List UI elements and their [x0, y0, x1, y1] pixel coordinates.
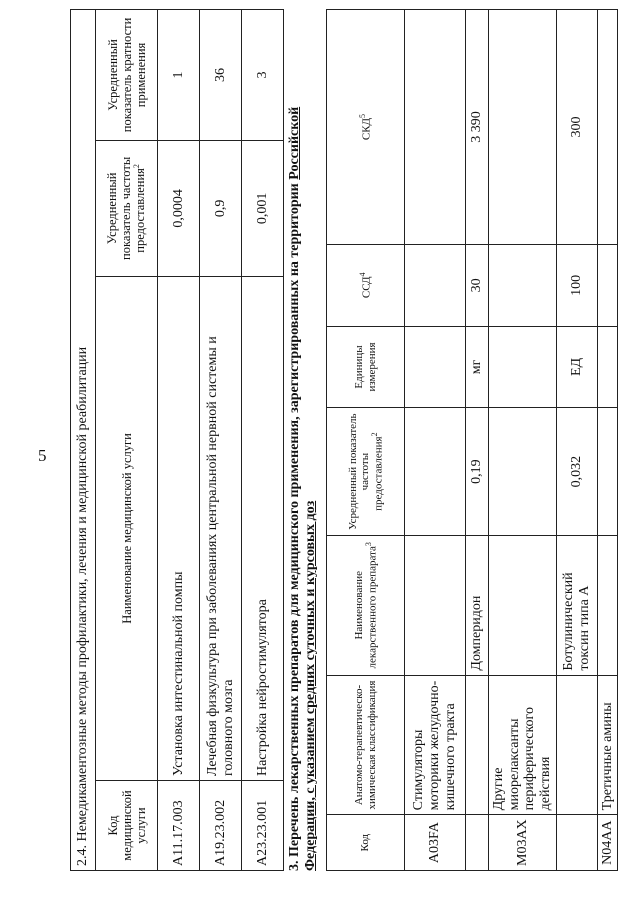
table-row [597, 10, 618, 871]
drug-skd [489, 10, 557, 245]
service-name: Настройка нейростимулятора [242, 276, 284, 780]
service-code: A11.17.003 [158, 781, 200, 871]
drug-unit [405, 326, 466, 408]
header-unit: Единицы измерения [327, 326, 405, 408]
table-row [158, 10, 200, 871]
header-service-name: Наименование медицинской услуги [96, 276, 158, 780]
drug-code [556, 815, 597, 871]
service-code: A19.23.002 [200, 781, 242, 871]
drug-atc: Другие миорелаксанты периферического действия [489, 675, 557, 815]
non-drug-methods-table [70, 9, 284, 871]
drug-code [466, 815, 489, 871]
drug-frequency [405, 408, 466, 536]
drug-unit: мг [466, 326, 489, 408]
section-3-title [287, 31, 319, 871]
service-frequency: 0,9 [200, 140, 242, 276]
service-multiplicity: 36 [200, 10, 242, 141]
drug-code: A03FA [405, 815, 466, 871]
drug-unit: ЕД [556, 326, 597, 408]
section-3-title-line2: Российской Федерации, с указанием средних суточных и курсовых доз [287, 106, 319, 871]
drug-frequency: 0,032 [556, 408, 597, 536]
drug-name: Ботулинический токсин типа А [556, 535, 597, 675]
service-name: Лечебная физкультура при заболеваниях центральной нервной системы и головного мозга [200, 276, 242, 780]
table-row [405, 10, 466, 871]
drug-code: M03AX [489, 815, 557, 871]
drug-skd [597, 10, 618, 245]
drug-name: Домперидон [466, 535, 489, 675]
service-frequency: 0,001 [242, 140, 284, 276]
header-frequency: Усредненный показатель частоты предоставления$^2$ [96, 140, 158, 276]
header-code: Код [327, 815, 405, 871]
table-row [489, 10, 557, 871]
table-header-row [96, 10, 158, 871]
drug-skd: 3 390 [466, 10, 489, 245]
table-header-row [327, 10, 405, 871]
table-row [466, 10, 489, 871]
drug-unit [597, 326, 618, 408]
drug-ssd [597, 245, 618, 327]
drug-frequency [489, 408, 557, 536]
table-row [556, 10, 597, 871]
drug-name [597, 535, 618, 675]
drug-skd: 300 [556, 10, 597, 245]
service-multiplicity: 3 [242, 10, 284, 141]
section-title-2-4: 2.4. Немедикаментозные методы профилактики, лечения и медицинской реабилитации [71, 10, 96, 871]
drug-unit [489, 326, 557, 408]
drug-ssd: 100 [556, 245, 597, 327]
drug-ssd: 30 [466, 245, 489, 327]
drug-code: N04AA [597, 815, 618, 871]
header-multiplicity: Усредненный показатель кратности применения [96, 10, 158, 141]
drug-ssd [405, 245, 466, 327]
header-drug-name: Наименование лекарственного препарата$^3$ [327, 535, 405, 675]
drug-name [405, 535, 466, 675]
service-code: A23.23.001 [242, 781, 284, 871]
section-3-title-line1: Перечень лекарственных препаратов для медицинского применения, зарегистрированных на территории [287, 183, 302, 857]
drug-frequency [597, 408, 618, 536]
section-3-number: 3. [287, 860, 302, 871]
service-frequency: 0,0004 [158, 140, 200, 276]
table-row [200, 10, 242, 871]
header-skd: СКД$^5$ [327, 10, 405, 245]
drug-atc: Стимуляторы моторики желудочно-кишечного тракта [405, 675, 466, 815]
header-atc: Анатомо-терапевтическо-химическая классификация [327, 675, 405, 815]
section-title-row [71, 10, 96, 871]
page-number: 5 [38, 446, 47, 465]
drug-atc: Третичные амины [597, 675, 618, 815]
drug-list-table [326, 9, 618, 871]
drug-atc [556, 675, 597, 815]
service-name: Установка интестинальной помпы [158, 276, 200, 780]
drug-atc [466, 675, 489, 815]
drug-frequency: 0,19 [466, 408, 489, 536]
drug-name [489, 535, 557, 675]
service-multiplicity: 1 [158, 10, 200, 141]
header-frequency: Усредненный показатель частоты предоставления$^2$ [327, 408, 405, 536]
header-ssd: ССД$^4$ [327, 245, 405, 327]
header-service-code: Код медицинской услуги [96, 781, 158, 871]
drug-ssd [489, 245, 557, 327]
drug-skd [405, 10, 466, 245]
table-row [242, 10, 284, 871]
